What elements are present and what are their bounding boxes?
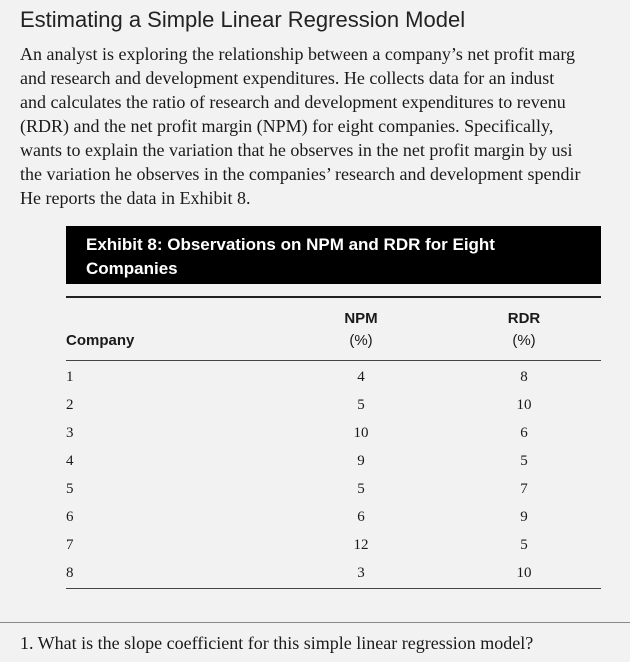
header-rdr bbox=[484, 308, 564, 352]
cell-company: 3 bbox=[66, 425, 74, 441]
exhibit-title-line: Companies bbox=[86, 259, 178, 278]
table-row bbox=[66, 364, 601, 392]
table-body bbox=[66, 361, 601, 588]
question-text: 1. What is the slope coefficient for this simple linear regression model? bbox=[20, 633, 534, 653]
cell-npm: 5 bbox=[357, 481, 365, 497]
intro-line: An analyst is exploring the relationship between a company’s net profit marg bbox=[20, 44, 576, 64]
header-rdr-label: RDR bbox=[507, 310, 541, 327]
intro-line: (RDR) and the net profit margin (NPM) for eight companies. Specifically, bbox=[20, 116, 554, 136]
cell-company: 7 bbox=[66, 537, 74, 553]
cell-company: 5 bbox=[66, 481, 74, 497]
exhibit-title bbox=[66, 226, 601, 284]
cell-company: 8 bbox=[66, 565, 74, 581]
table-row bbox=[66, 532, 601, 560]
cell-npm: 9 bbox=[357, 453, 365, 469]
cell-rdr: 5 bbox=[520, 537, 528, 553]
table-row bbox=[66, 560, 601, 588]
cell-rdr: 6 bbox=[520, 425, 528, 441]
cell-npm: 10 bbox=[353, 425, 369, 441]
intro-line: wants to explain the variation that he observes in the net profit margin by usi bbox=[20, 140, 573, 160]
header-npm bbox=[321, 308, 401, 352]
question-box bbox=[0, 622, 630, 662]
intro-line: and calculates the ratio of research and development expenditures to revenu bbox=[20, 92, 566, 112]
table-row bbox=[66, 420, 601, 448]
table-row bbox=[66, 448, 601, 476]
table-header bbox=[66, 298, 601, 361]
cell-rdr: 10 bbox=[516, 565, 532, 581]
cell-rdr: 10 bbox=[516, 397, 532, 413]
table-row bbox=[66, 504, 601, 532]
cell-npm: 5 bbox=[357, 397, 365, 413]
header-npm-unit: (%) bbox=[349, 332, 373, 349]
intro-paragraph bbox=[20, 42, 630, 210]
cell-company: 6 bbox=[66, 509, 74, 525]
cell-npm: 3 bbox=[357, 565, 365, 581]
cell-rdr: 5 bbox=[520, 453, 528, 469]
cell-npm: 12 bbox=[353, 537, 369, 553]
cell-company: 2 bbox=[66, 397, 74, 413]
cell-rdr: 9 bbox=[520, 509, 528, 525]
header-rdr-unit: (%) bbox=[512, 332, 536, 349]
intro-line: the variation he observes in the companies’ research and development spendir bbox=[20, 164, 581, 184]
cell-rdr: 8 bbox=[520, 369, 528, 385]
exhibit-table bbox=[66, 296, 601, 625]
cell-npm: 4 bbox=[357, 369, 365, 385]
cell-company: 1 bbox=[66, 369, 74, 385]
cell-company: 4 bbox=[66, 453, 74, 469]
cell-npm: 6 bbox=[357, 509, 365, 525]
header-npm-label: NPM bbox=[344, 310, 378, 327]
intro-line: and research and development expenditures. He collects data for an indust bbox=[20, 68, 555, 88]
exhibit-title-line: Exhibit 8: Observations on NPM and RDR for Eight bbox=[86, 235, 495, 254]
table-bottom-rule bbox=[66, 588, 601, 625]
intro-line: He reports the data in Exhibit 8. bbox=[20, 188, 251, 208]
table-row bbox=[66, 476, 601, 504]
table-row bbox=[66, 392, 601, 420]
cell-rdr: 7 bbox=[520, 481, 528, 497]
header-company: Company bbox=[66, 332, 135, 349]
page-title: Estimating a Simple Linear Regression Model bbox=[20, 7, 466, 32]
